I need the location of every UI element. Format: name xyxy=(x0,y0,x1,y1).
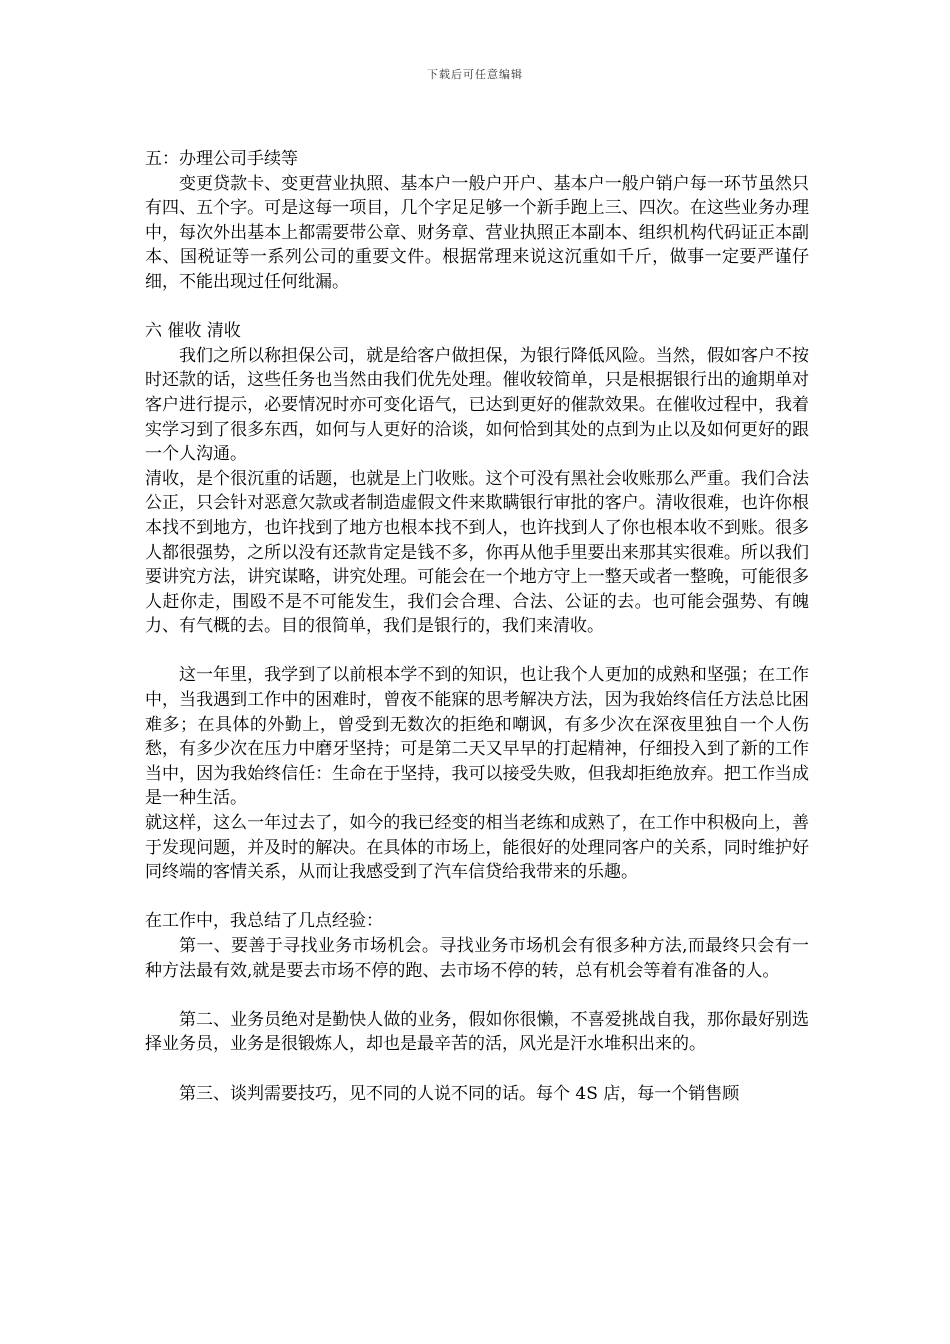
section-five-paragraph: 变更贷款卡、变更营业执照、基本户一般户开户、基本户一般户销户每一环节虽然只有四、五个字。可是这每一项目，几个字足足够一个新手跑上三、四次。在这些业务办理中，每次外出基本上都需要带公章、财务章、营业执照正本副本、组织机构代码证正本副本、国税证等一系列公司的重要文件。根据常理来说这沉重如千斤，做事一定要严谨仔细，不能出现过任何纰漏。 xyxy=(145,173,809,292)
summary-paragraph-1: 这一年里，我学到了以前根本学不到的知识，也让我个人更加的成熟和坚强；在工作中，当我遇到工作中的困难时，曾夜不能寐的思考解决方法，因为我始终信任方法总比困难多；在具体的外勤上，曾受到无数次的拒绝和嘲讽，有多少次在深夜里独自一个人伤愁，有多少次在压力中磨牙坚持；可是第二天又早早的打起精神，仔细投入到了新的工作当中，因为我始终信任：生命在于坚持，我可以接受失败，但我却拒绝放弃。把工作当成是一种生活。 xyxy=(145,665,809,809)
experience-title: 在工作中，我总结了几点经验： xyxy=(145,911,383,932)
experience-point-2: 第二、业务员绝对是勤快人做的业务，假如你很懒，不喜爱挑战自我，那你最好别选择业务员，业务是很锻炼人，却也是最辛苦的活，风光是汗水堆积出来的。 xyxy=(145,1009,809,1055)
spacer xyxy=(145,1057,809,1082)
page-header-note: 下载后可任意编辑 xyxy=(427,68,523,81)
section-six-paragraph-1: 我们之所以称担保公司，就是给客户做担保，为银行降低风险。当然，假如客户不按时还款的话，这些任务也当然由我们优先处理。催收较简单，只是根据银行出的逾期单对客户进行提示，必要情况时亦可变化语气，已达到更好的催款效果。在催收过程中，我着实学习到了很多东西，如何与人更好的洽谈，如何恰到其处的点到为止以及如何更好的跟一个人沟通。 xyxy=(145,345,809,465)
section-six-paragraph-2: 清收，是个很沉重的话题，也就是上门收账。这个可没有黑社会收账那么严重。我们合法公正，只会针对恶意欠款或者制造虚假文件来欺瞒银行审批的客户。清收很难，也许你根本找不到地方，也许找到了地方也根本找不到人，也许找到人了你也根本收不到账。很多人都很强势，之所以没有还款肯定是钱不多，你再从他手里要出来那其实很难。所以我们要讲究方法，讲究谋略，讲究处理。可能会在一个地方守上一整天或者一整晚，可能很多人赶你走，围殴不是不可能发生，我们会合理、合法、公证的去。也可能会强势、有魄力、有气概的去。目的很简单，我们是银行的，我们来清收。 xyxy=(145,468,809,637)
document-body xyxy=(145,147,809,1106)
spacer xyxy=(145,885,809,910)
summary-paragraph-2: 就这样，这么一年过去了，如今的我已经变的相当老练和成熟了，在工作中积极向上，善于发现问题，并及时的解决。在具体的市场上，能很好的处理同客户的关系，同时维护好同终端的客情关系，从而让我感受到了汽车信贷给我带来的乐趣。 xyxy=(145,813,809,883)
section-six-title: 六 催收 清收 xyxy=(145,321,241,342)
experience-point-1: 第一、要善于寻找业务市场机会。寻找业务市场机会有很多种方法,而最终只会有一种方法最有效,就是要去市场不停的跑、去市场不停的转，总有机会等着有准备的人。 xyxy=(145,936,809,981)
experience-point-3: 第三、谈判需要技巧，见不同的人说不同的话。每个 4S 店，每一个销售顾 xyxy=(179,1083,740,1104)
spacer xyxy=(145,639,809,664)
section-five-title: 五：办理公司手续等 xyxy=(145,149,298,169)
spacer xyxy=(145,295,809,320)
spacer xyxy=(145,983,809,1008)
